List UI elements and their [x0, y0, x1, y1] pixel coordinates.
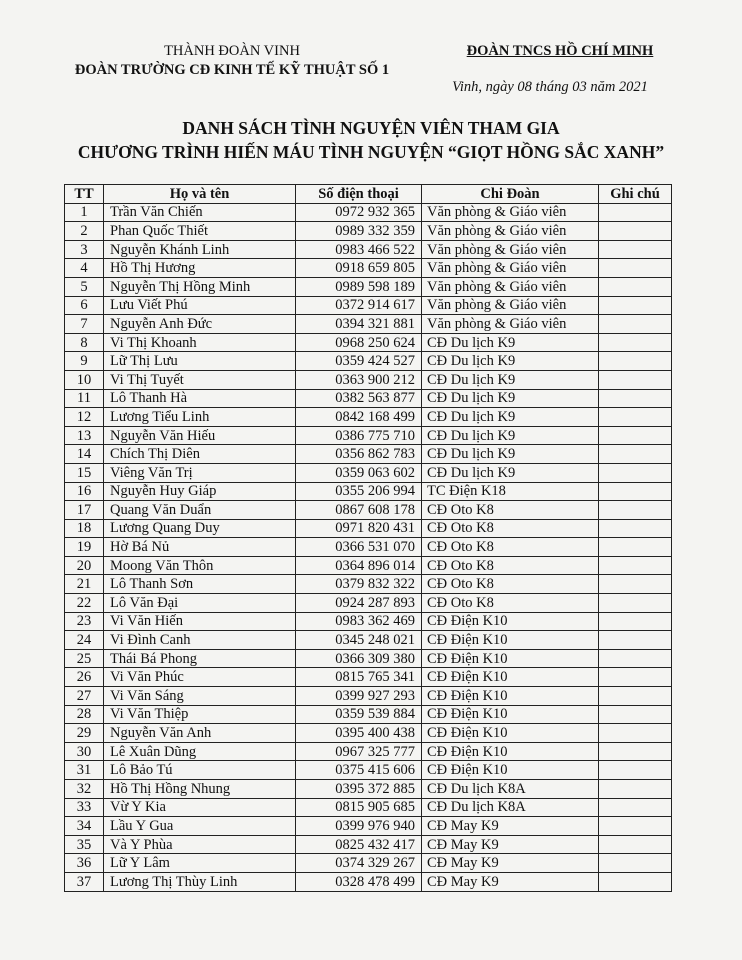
- phone-number: 0363 900 212: [296, 370, 422, 389]
- volunteer-name: Vừ Y Kia: [104, 798, 296, 817]
- volunteer-name: Lữ Y Lâm: [104, 854, 296, 873]
- table-row: [65, 854, 672, 873]
- phone-number: 0394 321 881: [296, 315, 422, 334]
- table-row: [65, 389, 672, 408]
- union-branch: CĐ Điện K10: [422, 631, 599, 650]
- note: [599, 296, 672, 315]
- row-number: 5: [65, 277, 104, 296]
- volunteer-name: Lầu Y Gua: [104, 817, 296, 836]
- phone-number: 0815 905 685: [296, 798, 422, 817]
- header-left: [62, 42, 402, 80]
- phone-number: 0924 287 893: [296, 594, 422, 613]
- union-branch: CĐ Điện K10: [422, 761, 599, 780]
- table-row: [65, 222, 672, 241]
- phone-number: 0364 896 014: [296, 556, 422, 575]
- union-branch: Văn phòng & Giáo viên: [422, 277, 599, 296]
- document-title: [0, 116, 742, 164]
- note: [599, 742, 672, 761]
- union-branch: CĐ Oto K8: [422, 575, 599, 594]
- phone-number: 0989 598 189: [296, 277, 422, 296]
- table-row: [65, 296, 672, 315]
- union-branch: CĐ Du lịch K9: [422, 463, 599, 482]
- row-number: 33: [65, 798, 104, 817]
- row-number: 24: [65, 631, 104, 650]
- phone-number: 0359 539 884: [296, 705, 422, 724]
- organization-name: THÀNH ĐOÀN VINH: [164, 43, 300, 59]
- table-row: [65, 259, 672, 278]
- volunteer-name: Và Y Phùa: [104, 835, 296, 854]
- table-row: [65, 445, 672, 464]
- table-row: [65, 724, 672, 743]
- row-number: 19: [65, 538, 104, 557]
- note: [599, 203, 672, 222]
- note: [599, 594, 672, 613]
- row-number: 3: [65, 240, 104, 259]
- union-branch: Văn phòng & Giáo viên: [422, 296, 599, 315]
- union-branch: CĐ Du lịch K9: [422, 408, 599, 427]
- phone-number: 0399 976 940: [296, 817, 422, 836]
- note: [599, 798, 672, 817]
- note: [599, 854, 672, 873]
- row-number: 26: [65, 668, 104, 687]
- table-header-row: [65, 185, 672, 204]
- phone-number: 0399 927 293: [296, 687, 422, 706]
- col-header-tt: TT: [65, 185, 104, 204]
- note: [599, 222, 672, 241]
- note: [599, 538, 672, 557]
- volunteer-name: Moong Văn Thôn: [104, 556, 296, 575]
- table-row: [65, 277, 672, 296]
- union-branch: Văn phòng & Giáo viên: [422, 222, 599, 241]
- note: [599, 482, 672, 501]
- union-branch: CĐ May K9: [422, 835, 599, 854]
- table-row: [65, 594, 672, 613]
- phone-number: 0867 608 178: [296, 501, 422, 520]
- volunteer-name: Hồ Thị Hương: [104, 259, 296, 278]
- table-row: [65, 426, 672, 445]
- union-branch: CĐ Điện K10: [422, 742, 599, 761]
- volunteer-name: Thái Bá Phong: [104, 649, 296, 668]
- volunteer-name: Vi Văn Sáng: [104, 687, 296, 706]
- table-row: [65, 612, 672, 631]
- table-row: [65, 835, 672, 854]
- union-branch: CĐ Du lịch K8A: [422, 780, 599, 799]
- row-number: 8: [65, 333, 104, 352]
- row-number: 9: [65, 352, 104, 371]
- note: [599, 333, 672, 352]
- note: [599, 426, 672, 445]
- volunteer-name: Lô Văn Đại: [104, 594, 296, 613]
- phone-number: 0382 563 877: [296, 389, 422, 408]
- volunteer-name: Nguyễn Anh Đức: [104, 315, 296, 334]
- phone-number: 0967 325 777: [296, 742, 422, 761]
- union-branch: CĐ May K9: [422, 854, 599, 873]
- table-row: [65, 408, 672, 427]
- volunteer-name: Phan Quốc Thiết: [104, 222, 296, 241]
- row-number: 17: [65, 501, 104, 520]
- volunteer-name: Nguyễn Khánh Linh: [104, 240, 296, 259]
- note: [599, 277, 672, 296]
- col-header-phone: Số điện thoại: [296, 185, 422, 204]
- phone-number: 0989 332 359: [296, 222, 422, 241]
- union-branch: CĐ Oto K8: [422, 594, 599, 613]
- note: [599, 761, 672, 780]
- volunteer-name: Trần Văn Chiến: [104, 203, 296, 222]
- document-date: Vinh, ngày 08 tháng 03 năm 2021: [452, 79, 648, 95]
- phone-number: 0359 063 602: [296, 463, 422, 482]
- phone-number: 0372 914 617: [296, 296, 422, 315]
- note: [599, 370, 672, 389]
- volunteer-name: Vi Đình Canh: [104, 631, 296, 650]
- note: [599, 315, 672, 334]
- volunteer-name: Lương Thị Thùy Linh: [104, 872, 296, 891]
- union-branch: CĐ Oto K8: [422, 538, 599, 557]
- row-number: 20: [65, 556, 104, 575]
- volunteer-name: Vi Văn Hiến: [104, 612, 296, 631]
- table-row: [65, 817, 672, 836]
- union-name: ĐOÀN TNCS HỒ CHÍ MINH: [466, 43, 654, 59]
- row-number: 22: [65, 594, 104, 613]
- phone-number: 0983 466 522: [296, 240, 422, 259]
- union-branch: CĐ Du lịch K9: [422, 352, 599, 371]
- volunteer-name: Chích Thị Diên: [104, 445, 296, 464]
- col-header-note: Ghi chú: [599, 185, 672, 204]
- volunteer-name: Vi Thị Tuyết: [104, 370, 296, 389]
- row-number: 14: [65, 445, 104, 464]
- union-branch: CĐ Du lịch K8A: [422, 798, 599, 817]
- phone-number: 0366 309 380: [296, 649, 422, 668]
- phone-number: 0815 765 341: [296, 668, 422, 687]
- union-branch: Văn phòng & Giáo viên: [422, 240, 599, 259]
- union-branch: CĐ Du lịch K9: [422, 370, 599, 389]
- union-branch: CĐ Du lịch K9: [422, 445, 599, 464]
- row-number: 37: [65, 872, 104, 891]
- volunteer-name: Quang Văn Duẩn: [104, 501, 296, 520]
- note: [599, 259, 672, 278]
- table-row: [65, 463, 672, 482]
- row-number: 25: [65, 649, 104, 668]
- volunteer-name: Vi Văn Phúc: [104, 668, 296, 687]
- phone-number: 0355 206 994: [296, 482, 422, 501]
- row-number: 11: [65, 389, 104, 408]
- table-row: [65, 556, 672, 575]
- note: [599, 649, 672, 668]
- table-row: [65, 631, 672, 650]
- row-number: 16: [65, 482, 104, 501]
- title-line-1: DANH SÁCH TÌNH NGUYỆN VIÊN THAM GIA: [182, 118, 560, 138]
- row-number: 13: [65, 426, 104, 445]
- union-branch: TC Điện K18: [422, 482, 599, 501]
- table-row: [65, 315, 672, 334]
- volunteer-name: Vi Văn Thiệp: [104, 705, 296, 724]
- row-number: 32: [65, 780, 104, 799]
- phone-number: 0379 832 322: [296, 575, 422, 594]
- title-line-2: CHƯƠNG TRÌNH HIẾN MÁU TÌNH NGUYỆN “GIỌT HỒNG SẮC XANH”: [77, 142, 665, 162]
- phone-number: 0356 862 783: [296, 445, 422, 464]
- volunteer-name: Nguyễn Văn Anh: [104, 724, 296, 743]
- row-number: 2: [65, 222, 104, 241]
- volunteer-name: Nguyễn Thị Hồng Minh: [104, 277, 296, 296]
- phone-number: 0345 248 021: [296, 631, 422, 650]
- phone-number: 0983 362 469: [296, 612, 422, 631]
- table-row: [65, 538, 672, 557]
- volunteer-name: Vi Thị Khoanh: [104, 333, 296, 352]
- volunteer-name: Lô Thanh Hà: [104, 389, 296, 408]
- volunteer-name: Nguyễn Văn Hiếu: [104, 426, 296, 445]
- note: [599, 352, 672, 371]
- note: [599, 519, 672, 538]
- phone-number: 0386 775 710: [296, 426, 422, 445]
- phone-number: 0971 820 431: [296, 519, 422, 538]
- union-branch: CĐ Du lịch K9: [422, 389, 599, 408]
- table-row: [65, 352, 672, 371]
- phone-number: 0375 415 606: [296, 761, 422, 780]
- col-header-unit: Chi Đoàn: [422, 185, 599, 204]
- table-row: [65, 370, 672, 389]
- row-number: 6: [65, 296, 104, 315]
- phone-number: 0395 400 438: [296, 724, 422, 743]
- volunteer-name: Lương Tiểu Linh: [104, 408, 296, 427]
- volunteer-name: Lê Xuân Dũng: [104, 742, 296, 761]
- union-branch: Văn phòng & Giáo viên: [422, 203, 599, 222]
- phone-number: 0968 250 624: [296, 333, 422, 352]
- union-branch: Văn phòng & Giáo viên: [422, 259, 599, 278]
- table-row: [65, 649, 672, 668]
- volunteer-name: Lương Quang Duy: [104, 519, 296, 538]
- row-number: 36: [65, 854, 104, 873]
- phone-number: 0972 932 365: [296, 203, 422, 222]
- row-number: 23: [65, 612, 104, 631]
- note: [599, 817, 672, 836]
- row-number: 35: [65, 835, 104, 854]
- note: [599, 872, 672, 891]
- row-number: 31: [65, 761, 104, 780]
- row-number: 4: [65, 259, 104, 278]
- table-row: [65, 575, 672, 594]
- table-row: [65, 482, 672, 501]
- union-branch: CĐ Du lịch K9: [422, 426, 599, 445]
- row-number: 7: [65, 315, 104, 334]
- phone-number: 0359 424 527: [296, 352, 422, 371]
- note: [599, 556, 672, 575]
- note: [599, 575, 672, 594]
- volunteer-name: Viêng Văn Trị: [104, 463, 296, 482]
- union-branch: CĐ May K9: [422, 872, 599, 891]
- row-number: 10: [65, 370, 104, 389]
- union-branch: CĐ Điện K10: [422, 668, 599, 687]
- union-branch: CĐ Oto K8: [422, 556, 599, 575]
- note: [599, 835, 672, 854]
- table-row: [65, 705, 672, 724]
- row-number: 30: [65, 742, 104, 761]
- union-branch: CĐ May K9: [422, 817, 599, 836]
- table-row: [65, 203, 672, 222]
- table-row: [65, 798, 672, 817]
- row-number: 34: [65, 817, 104, 836]
- phone-number: 0842 168 499: [296, 408, 422, 427]
- note: [599, 705, 672, 724]
- volunteer-name: Lưu Viết Phú: [104, 296, 296, 315]
- note: [599, 612, 672, 631]
- union-branch: CĐ Oto K8: [422, 501, 599, 520]
- phone-number: 0825 432 417: [296, 835, 422, 854]
- volunteer-table: [64, 184, 672, 892]
- header-right: [440, 42, 680, 61]
- row-number: 27: [65, 687, 104, 706]
- row-number: 15: [65, 463, 104, 482]
- union-branch: CĐ Điện K10: [422, 687, 599, 706]
- table-row: [65, 742, 672, 761]
- phone-number: 0366 531 070: [296, 538, 422, 557]
- col-header-name: Họ và tên: [104, 185, 296, 204]
- note: [599, 780, 672, 799]
- note: [599, 668, 672, 687]
- volunteer-name: Hồ Thị Hồng Nhung: [104, 780, 296, 799]
- table-row: [65, 333, 672, 352]
- phone-number: 0374 329 267: [296, 854, 422, 873]
- note: [599, 389, 672, 408]
- row-number: 18: [65, 519, 104, 538]
- union-branch: CĐ Oto K8: [422, 519, 599, 538]
- table-row: [65, 780, 672, 799]
- volunteer-name: Lô Thanh Sơn: [104, 575, 296, 594]
- note: [599, 408, 672, 427]
- phone-number: 0918 659 805: [296, 259, 422, 278]
- row-number: 29: [65, 724, 104, 743]
- note: [599, 445, 672, 464]
- row-number: 1: [65, 203, 104, 222]
- table-row: [65, 501, 672, 520]
- table-row: [65, 687, 672, 706]
- table-row: [65, 240, 672, 259]
- table-row: [65, 761, 672, 780]
- table-row: [65, 872, 672, 891]
- table-row: [65, 519, 672, 538]
- note: [599, 501, 672, 520]
- table-row: [65, 668, 672, 687]
- row-number: 28: [65, 705, 104, 724]
- note: [599, 240, 672, 259]
- union-branch: CĐ Điện K10: [422, 649, 599, 668]
- volunteer-name: Nguyễn Huy Giáp: [104, 482, 296, 501]
- union-branch: CĐ Du lịch K9: [422, 333, 599, 352]
- row-number: 21: [65, 575, 104, 594]
- volunteer-name: Lữ Thị Lưu: [104, 352, 296, 371]
- note: [599, 687, 672, 706]
- union-branch: CĐ Điện K10: [422, 705, 599, 724]
- union-branch: CĐ Điện K10: [422, 612, 599, 631]
- volunteer-name: Hờ Bá Nủ: [104, 538, 296, 557]
- note: [599, 631, 672, 650]
- note: [599, 463, 672, 482]
- phone-number: 0328 478 499: [296, 872, 422, 891]
- note: [599, 724, 672, 743]
- union-branch: Văn phòng & Giáo viên: [422, 315, 599, 334]
- volunteer-name: Lô Bảo Tú: [104, 761, 296, 780]
- union-branch: CĐ Điện K10: [422, 724, 599, 743]
- row-number: 12: [65, 408, 104, 427]
- phone-number: 0395 372 885: [296, 780, 422, 799]
- school-union-name: ĐOÀN TRƯỜNG CĐ KINH TẾ KỸ THUẬT SỐ 1: [74, 62, 390, 78]
